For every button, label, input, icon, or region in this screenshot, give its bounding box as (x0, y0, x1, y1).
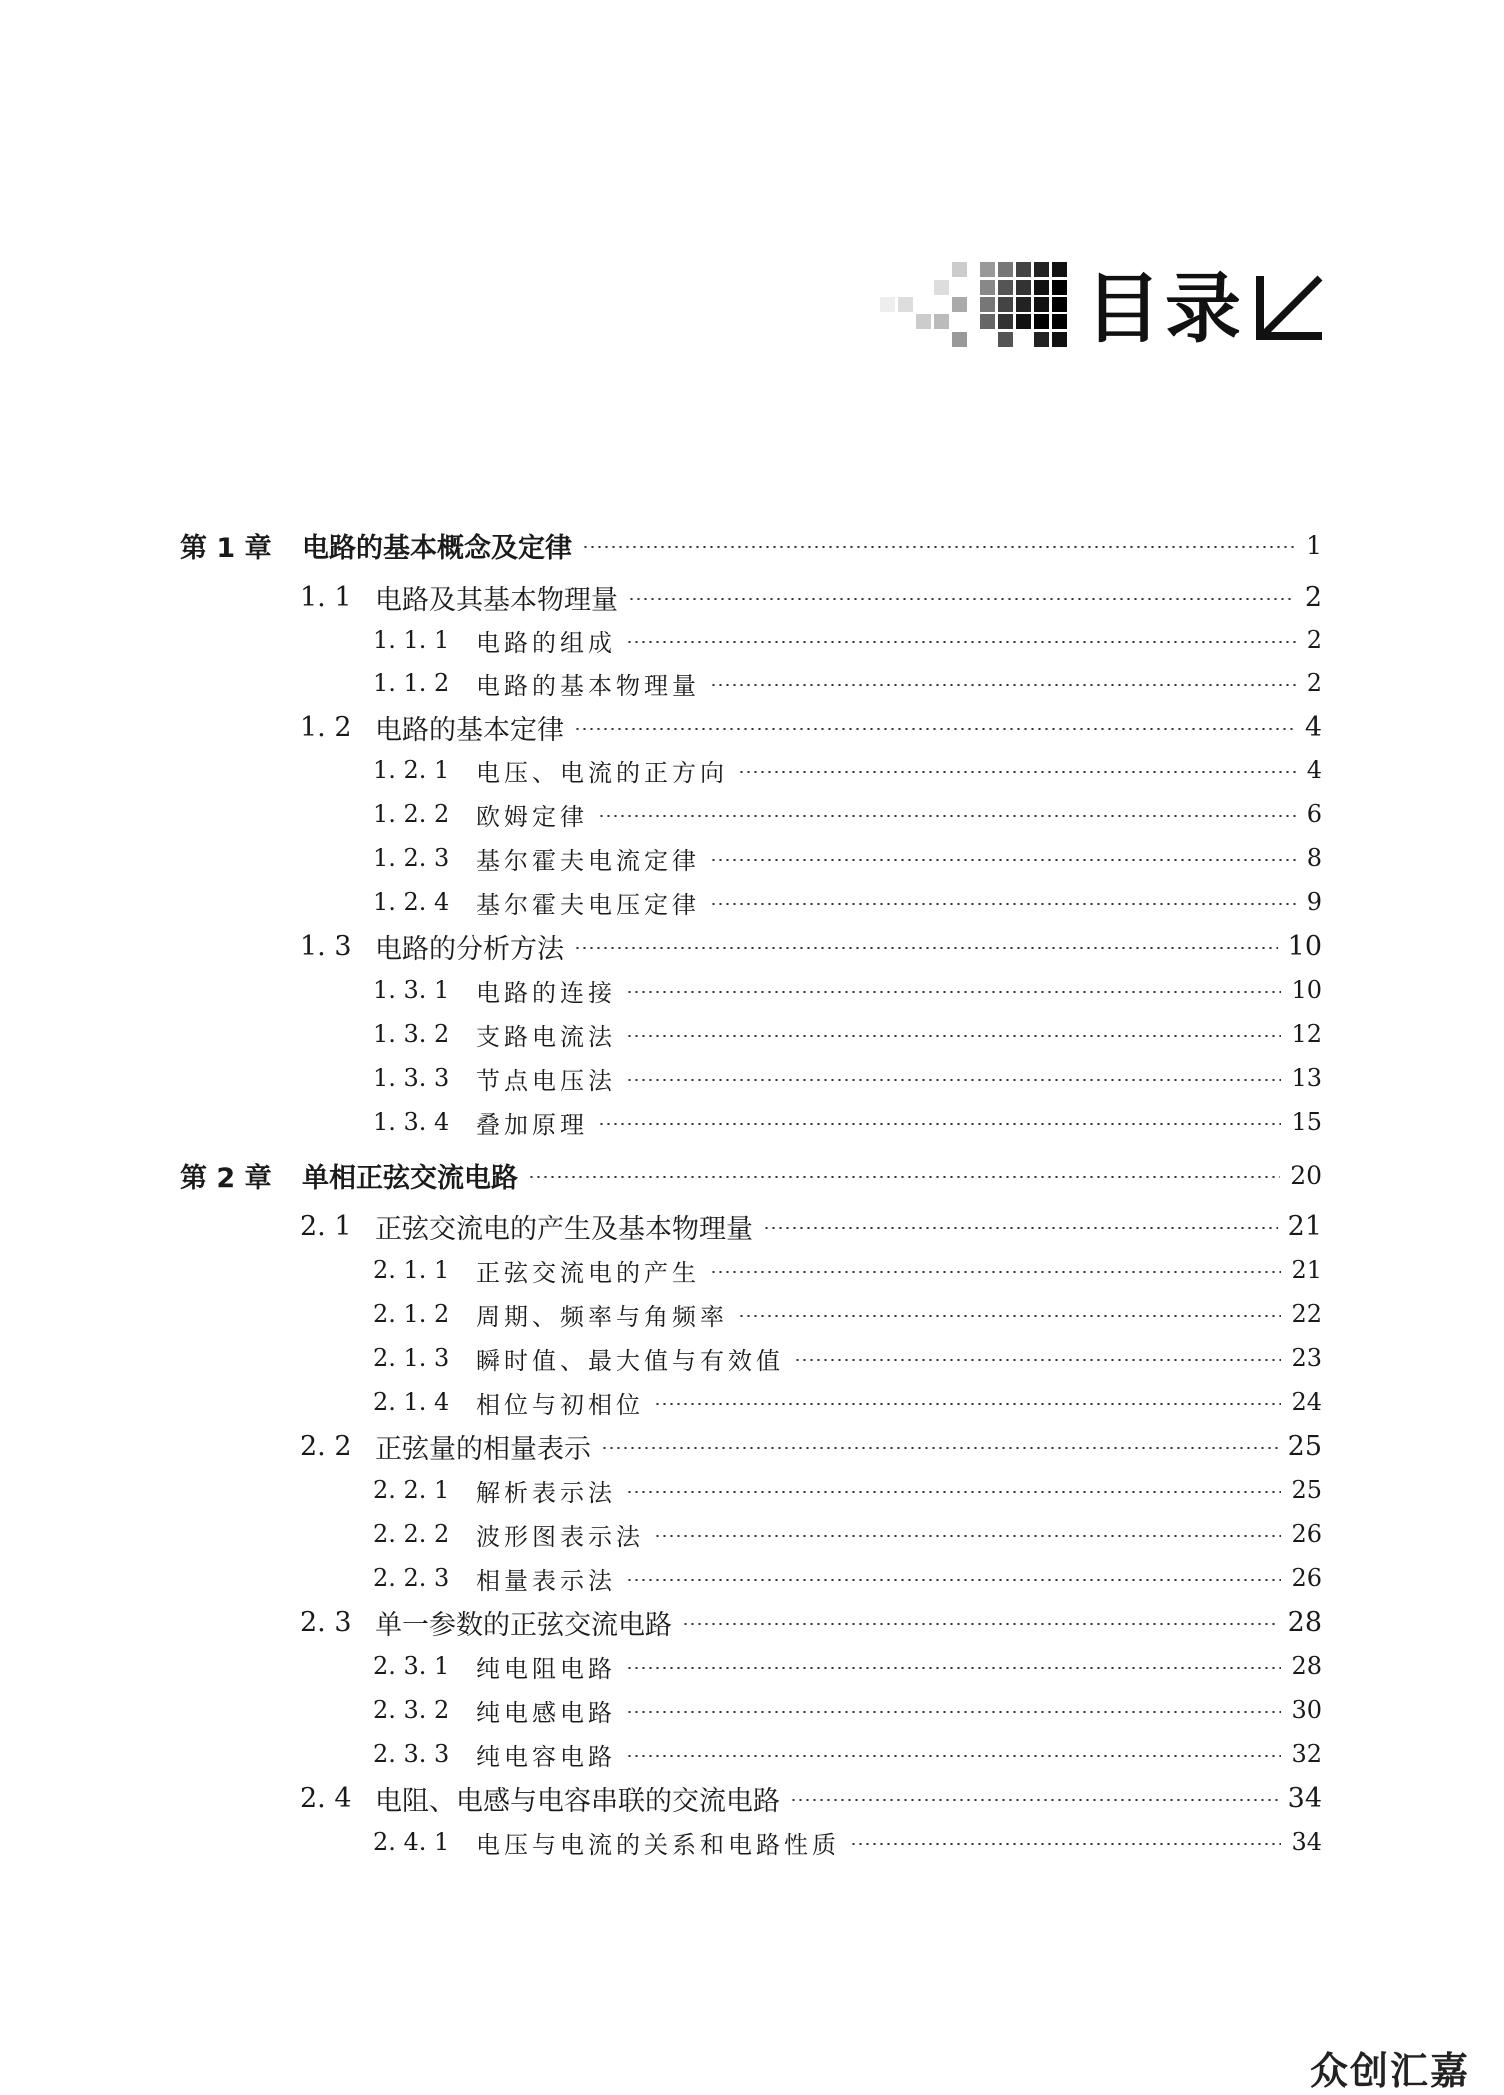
toc-entry-number: 2. 2. 1 (373, 1476, 450, 1504)
toc-entry-page: 13 (1291, 1064, 1322, 1092)
toc-entry[interactable] (373, 1514, 1322, 1554)
toc-entry-page: 30 (1291, 1696, 1322, 1724)
toc-entry[interactable] (373, 1470, 1322, 1510)
toc-entry-title: 单相正弦交流电路 (302, 1162, 518, 1194)
toc-entry[interactable] (373, 1646, 1322, 1686)
toc-entry[interactable] (373, 620, 1322, 660)
toc-entry[interactable] (300, 1778, 1322, 1818)
toc-entry-title: 电路的基本物理量 (476, 671, 700, 700)
toc-entry-title: 欧姆定律 (476, 802, 588, 831)
dot-leader (654, 1535, 1281, 1537)
dot-leader (790, 1799, 1278, 1801)
toc-entry-number: 1. 3. 3 (373, 1064, 450, 1092)
toc-entry-title: 电路及其基本物理量 (375, 584, 618, 616)
toc-entry-page: 9 (1306, 888, 1322, 916)
watermark: 众创汇嘉 (1310, 2049, 1471, 2093)
dot-leader (582, 546, 1296, 548)
toc-entry-title: 支路电流法 (476, 1022, 616, 1051)
toc-entry-page: 15 (1291, 1108, 1322, 1136)
toc-entry[interactable] (373, 882, 1322, 922)
toc-entry[interactable] (373, 1822, 1322, 1862)
toc-entry-title: 波形图表示法 (476, 1522, 644, 1551)
toc-entry-number: 2. 2. 2 (373, 1520, 450, 1548)
toc-entry-number: 1. 1. 2 (373, 669, 450, 697)
toc-entry-page: 23 (1291, 1344, 1322, 1372)
dot-leader (710, 684, 1297, 686)
toc-entry-number: 2. 1. 1 (373, 1256, 450, 1284)
toc-entry-number: 1. 2. 1 (373, 756, 450, 784)
toc-entry-title: 叠加原理 (476, 1110, 588, 1139)
toc-entry-number: 2. 2 (300, 1430, 352, 1462)
toc-entry[interactable] (300, 1206, 1322, 1246)
toc-entry-title: 纯电容电路 (476, 1742, 616, 1771)
dot-leader (598, 1123, 1281, 1125)
toc-entry-number: 2. 1 (300, 1210, 352, 1242)
toc-entry-page: 26 (1291, 1520, 1322, 1548)
dot-leader (710, 903, 1297, 905)
toc-entry-title: 单一参数的正弦交流电路 (375, 1609, 672, 1641)
toc-entry[interactable] (180, 525, 1322, 565)
toc-entry-number: 第 1 章 (180, 532, 272, 564)
dot-leader (626, 1491, 1281, 1493)
toc-entry-page: 28 (1287, 1606, 1322, 1638)
toc-entry-page: 2 (1306, 626, 1322, 654)
toc-entry-number: 1. 1 (300, 581, 352, 613)
toc-entry[interactable] (300, 926, 1322, 966)
dot-leader (738, 771, 1297, 773)
toc-entry[interactable] (300, 1426, 1322, 1466)
dot-leader (626, 641, 1297, 643)
toc-entry-page: 10 (1287, 930, 1322, 962)
toc-entry[interactable] (300, 1602, 1322, 1642)
toc-entry-title: 电阻、电感与电容串联的交流电路 (375, 1785, 780, 1817)
dot-leader (626, 1755, 1281, 1757)
toc-entry-page: 4 (1306, 756, 1322, 784)
toc-entry[interactable] (373, 794, 1322, 834)
toc-entry[interactable] (373, 1382, 1322, 1422)
toc-entry-page: 34 (1291, 1828, 1322, 1856)
toc-entry[interactable] (373, 838, 1322, 878)
dot-leader (574, 947, 1278, 949)
toc-entry-title: 瞬时值、最大值与有效值 (476, 1346, 784, 1375)
toc-entry-title: 电路的分析方法 (375, 933, 564, 965)
toc-entry-title: 节点电压法 (476, 1066, 616, 1095)
toc-entry-number: 2. 2. 3 (373, 1564, 450, 1592)
toc-entry-title: 电路的基本定律 (375, 714, 564, 746)
toc-entry-number: 1. 2. 2 (373, 800, 450, 828)
dot-leader (626, 1579, 1281, 1581)
toc-entry-number: 2. 1. 2 (373, 1300, 450, 1328)
toc-entry-title: 电压与电流的关系和电路性质 (476, 1830, 840, 1859)
dot-leader (763, 1227, 1278, 1229)
toc-entry-title: 正弦交流电的产生及基本物理量 (375, 1213, 753, 1245)
toc-entry-page: 1 (1306, 530, 1322, 560)
dot-leader (682, 1623, 1278, 1625)
toc-entry[interactable] (373, 750, 1322, 790)
dot-leader (598, 815, 1297, 817)
dot-leader (626, 1667, 1281, 1669)
toc-entry-page: 24 (1291, 1388, 1322, 1416)
dot-leader (528, 1176, 1280, 1178)
toc-entry-number: 2. 3. 2 (373, 1696, 450, 1724)
toc-entry-number: 2. 1. 4 (373, 1388, 450, 1416)
toc-entry-number: 2. 3. 1 (373, 1652, 450, 1680)
toc-entry[interactable] (373, 663, 1322, 703)
toc-entry-number: 1. 3. 4 (373, 1108, 450, 1136)
dot-leader (626, 1035, 1281, 1037)
toc-entry-number: 2. 1. 3 (373, 1344, 450, 1372)
toc-entry-number: 1. 3 (300, 930, 352, 962)
toc-entry-title: 正弦交流电的产生 (476, 1258, 700, 1287)
toc-entry[interactable] (373, 1014, 1322, 1054)
dot-leader (850, 1843, 1281, 1845)
toc-entry-number: 1. 1. 1 (373, 626, 450, 654)
toc-entry-page: 34 (1287, 1782, 1322, 1814)
dot-leader (628, 598, 1295, 600)
toc-entry-title: 纯电感电路 (476, 1698, 616, 1727)
toc-entry-page: 21 (1287, 1210, 1322, 1242)
toc-entry-number: 1. 3. 2 (373, 1020, 450, 1048)
toc-entry-page: 6 (1306, 800, 1322, 828)
toc-entry-page: 28 (1291, 1652, 1322, 1680)
dot-leader (710, 1271, 1281, 1273)
toc-entry-number: 2. 3. 3 (373, 1740, 450, 1768)
toc-entry[interactable] (373, 1058, 1322, 1098)
toc-entry-title: 电路的基本概念及定律 (302, 532, 572, 564)
toc-entry[interactable] (373, 1338, 1322, 1378)
toc-entry[interactable] (373, 970, 1322, 1010)
dot-leader (626, 1711, 1281, 1713)
toc-entry-title: 电路的组成 (476, 628, 616, 657)
toc-entry-page: 22 (1291, 1300, 1322, 1328)
toc-entry-number: 1. 3. 1 (373, 976, 450, 1004)
toc-entry-page: 12 (1291, 1020, 1322, 1048)
toc-entry-title: 电压、电流的正方向 (476, 758, 728, 787)
toc-entry[interactable] (180, 1155, 1322, 1195)
toc-entry-page: 2 (1304, 581, 1322, 613)
toc-entry-title: 正弦量的相量表示 (375, 1433, 591, 1465)
toc-entry-page: 10 (1291, 976, 1322, 1004)
toc-entry[interactable] (300, 577, 1322, 617)
toc-entry-page: 26 (1291, 1564, 1322, 1592)
toc-entry[interactable] (373, 1690, 1322, 1730)
dot-leader (738, 1315, 1281, 1317)
dot-leader (574, 728, 1295, 730)
toc-entry-page: 25 (1291, 1476, 1322, 1504)
toc-entry-title: 周期、频率与角频率 (476, 1302, 728, 1331)
toc-entry-page: 4 (1304, 711, 1322, 743)
toc-entry-title: 相位与初相位 (476, 1390, 644, 1419)
toc-entry[interactable] (373, 1734, 1322, 1774)
toc-entry-page: 32 (1291, 1740, 1322, 1768)
toc-entry[interactable] (373, 1558, 1322, 1598)
toc-entry[interactable] (373, 1102, 1322, 1142)
toc-entry-title: 解析表示法 (476, 1478, 616, 1507)
toc-entry-title: 基尔霍夫电流定律 (476, 846, 700, 875)
dot-leader (626, 1079, 1281, 1081)
toc-entry-title: 相量表示法 (476, 1566, 616, 1595)
toc-entry-page: 21 (1291, 1256, 1322, 1284)
toc-entry[interactable] (373, 1250, 1322, 1290)
dot-leader (794, 1359, 1281, 1361)
toc-entry-title: 纯电阻电路 (476, 1654, 616, 1683)
page-title: 目录 (1085, 264, 1245, 353)
toc-entry-title: 基尔霍夫电压定律 (476, 890, 700, 919)
toc-entry-page: 25 (1287, 1430, 1322, 1462)
toc-entry-number: 1. 2 (300, 711, 352, 743)
toc-entry-number: 2. 4. 1 (373, 1828, 450, 1856)
dot-leader (626, 991, 1281, 993)
toc-entry-title: 电路的连接 (476, 978, 616, 1007)
toc-entry-number: 2. 3 (300, 1606, 352, 1638)
toc-entry-page: 2 (1306, 669, 1322, 697)
toc-entry-number: 1. 2. 4 (373, 888, 450, 916)
toc-entry-number: 1. 2. 3 (373, 844, 450, 872)
toc-entry[interactable] (373, 1294, 1322, 1334)
toc-entry-number: 第 2 章 (180, 1162, 272, 1194)
dot-leader (601, 1447, 1278, 1449)
toc-entry[interactable] (300, 707, 1322, 747)
dot-leader (710, 859, 1297, 861)
toc-entry-number: 2. 4 (300, 1782, 352, 1814)
toc-entry-page: 8 (1306, 844, 1322, 872)
toc-entry-page: 20 (1290, 1160, 1322, 1190)
dot-leader (654, 1403, 1281, 1405)
